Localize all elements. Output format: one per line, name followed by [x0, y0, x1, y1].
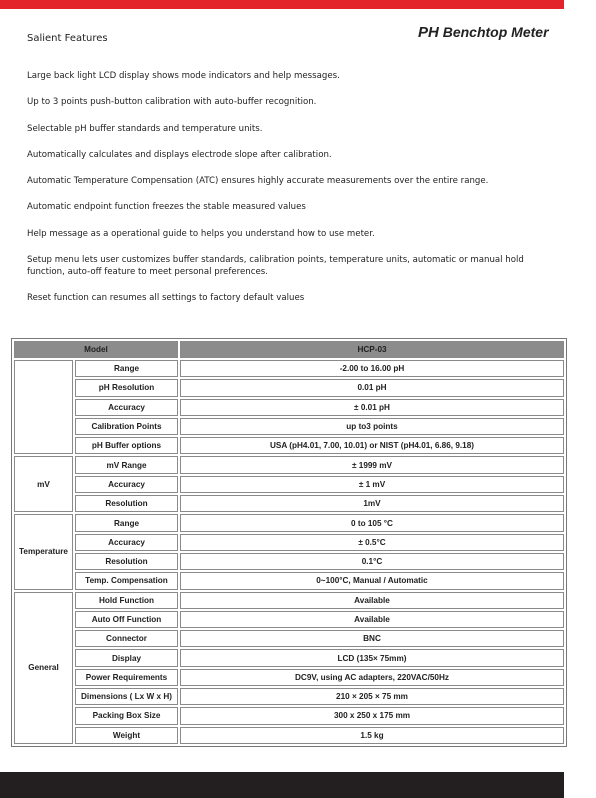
table-group-label: [14, 360, 73, 454]
table-row: [14, 688, 564, 705]
table-row: [14, 572, 564, 589]
table-cell-parameter: Resolution: [75, 495, 178, 512]
table-cell-parameter: Accuracy: [75, 476, 178, 493]
section-title: Salient Features: [27, 33, 108, 44]
table-cell-parameter: Accuracy: [75, 399, 178, 416]
table-cell-value: 0 to 105 °C: [180, 514, 564, 531]
table-row: [14, 514, 564, 531]
table-cell-parameter: pH Buffer options: [75, 437, 178, 454]
table-group-label: General: [14, 592, 73, 744]
table-cell-value: USA (pH4.01, 7.00, 10.01) or NIST (pH4.01, 6.86, 9.18): [180, 437, 564, 454]
feature-item: Help message as a operational guide to helps you understand how to use meter.: [27, 228, 375, 239]
table-header-model-value: HCP-03: [180, 341, 564, 358]
table-cell-parameter: Display: [75, 649, 178, 666]
table-row: [14, 592, 564, 609]
table-cell-value: up to3 points: [180, 418, 564, 435]
table-row: [14, 707, 564, 724]
table-group-label: Temperature: [14, 514, 73, 589]
table-cell-value: 0.01 pH: [180, 379, 564, 396]
table-cell-parameter: pH Resolution: [75, 379, 178, 396]
table-row: [14, 476, 564, 493]
table-cell-parameter: Dimensions ( Lx W x H): [75, 688, 178, 705]
table-cell-value: -2.00 to 16.00 pH: [180, 360, 564, 377]
specification-table: [11, 338, 567, 747]
document-title-ph: PH: [418, 24, 439, 41]
top-accent-bar: [0, 0, 564, 9]
feature-item: Setup menu lets user customizes buffer standards, calibration points, temperature units, automatic or manual hold function, auto-off feature to meet personal preferences.: [27, 255, 524, 278]
table-cell-parameter: Range: [75, 360, 178, 377]
table-row: [14, 669, 564, 686]
table-row: [14, 611, 564, 628]
table-cell-parameter: Weight: [75, 727, 178, 744]
table-cell-parameter: Temp. Compensation: [75, 572, 178, 589]
table-cell-value: 300 x 250 x 175 mm: [180, 707, 564, 724]
table-cell-parameter: Auto Off Function: [75, 611, 178, 628]
feature-item: Automatic Temperature Compensation (ATC) ensures highly accurate measurements over the entire range.: [27, 176, 489, 187]
table-cell-value: Available: [180, 611, 564, 628]
table-row: [14, 456, 564, 473]
table-cell-parameter: Packing Box Size: [75, 707, 178, 724]
feature-item: Automatically calculates and displays electrode slope after calibration.: [27, 149, 332, 160]
table-header-row: [14, 341, 564, 358]
table-cell-value: 210 × 205 × 75 mm: [180, 688, 564, 705]
table-cell-parameter: Calibration Points: [75, 418, 178, 435]
feature-item: Reset function can resumes all settings to factory default values: [27, 293, 305, 304]
table-group-label: mV: [14, 456, 73, 512]
table-cell-value: ± 0.5°C: [180, 534, 564, 551]
table-header-model: Model: [14, 341, 178, 358]
table-cell-parameter: Connector: [75, 630, 178, 647]
table-cell-parameter: Range: [75, 514, 178, 531]
features-list: [27, 70, 557, 319]
table-cell-value: LCD (135× 75mm): [180, 649, 564, 666]
table-cell-parameter: Power Requirements: [75, 669, 178, 686]
table-row: [14, 495, 564, 512]
table-row: [14, 360, 564, 377]
feature-item: Large back light LCD display shows mode indicators and help messages.: [27, 71, 340, 81]
table-cell-value: ± 1999 mV: [180, 456, 564, 473]
table-cell-parameter: Resolution: [75, 553, 178, 570]
table-row: [14, 727, 564, 744]
table-row: [14, 418, 564, 435]
table-cell-parameter: Hold Function: [75, 592, 178, 609]
table-cell-value: DC9V, using AC adapters, 220VAC/50Hz: [180, 669, 564, 686]
table-row: [14, 553, 564, 570]
table-row: [14, 649, 564, 666]
table-cell-value: 0~100°C, Manual / Automatic: [180, 572, 564, 589]
table-row: [14, 437, 564, 454]
table-cell-value: 1mV: [180, 495, 564, 512]
table-cell-value: Available: [180, 592, 564, 609]
table-cell-parameter: Accuracy: [75, 534, 178, 551]
table-cell-value: ± 1 mV: [180, 476, 564, 493]
table-cell-value: 0.1°C: [180, 553, 564, 570]
table-row: [14, 399, 564, 416]
feature-item: Selectable pH buffer standards and temperature units.: [27, 123, 263, 134]
feature-item: Automatic endpoint function freezes the stable measured values: [27, 202, 306, 213]
document-title: [418, 24, 549, 41]
table-row: [14, 630, 564, 647]
table-cell-parameter: mV Range: [75, 456, 178, 473]
table-cell-value: BNC: [180, 630, 564, 647]
table-row: [14, 534, 564, 551]
footer-bar: [0, 772, 564, 798]
document-title-rest: Benchtop Meter: [442, 24, 549, 40]
table-row: [14, 379, 564, 396]
table-cell-value: ± 0.01 pH: [180, 399, 564, 416]
feature-item: Up to 3 points push-button calibration with auto-buffer recognition.: [27, 97, 317, 108]
table-cell-value: 1.5 kg: [180, 727, 564, 744]
